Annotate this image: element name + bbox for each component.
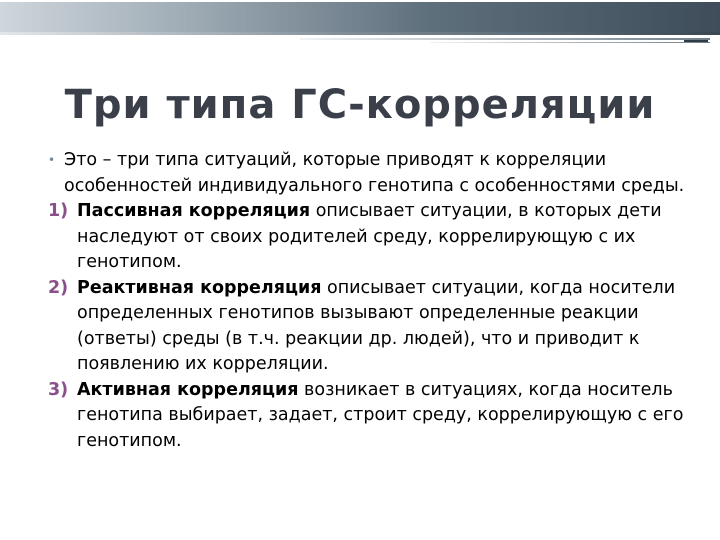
item-number: 2) xyxy=(48,277,69,298)
slide-body xyxy=(48,148,698,454)
intro-text: Это – три типа ситуаций, которые приводят к корреляции особенностей индивидуального генотипа с особенностями среды. xyxy=(64,150,685,196)
list-item-reactive xyxy=(48,276,698,378)
header-gradient-bar xyxy=(0,2,720,32)
header-accent-line-thin xyxy=(430,42,710,43)
item-number: 3) xyxy=(48,379,69,400)
header-underline xyxy=(0,32,720,35)
header-accent-line xyxy=(300,38,710,40)
decorative-header-band xyxy=(0,0,720,34)
item-text: описывает ситуации, когда носители определенных генотипов вызывают определенные реакции (ответы) среды (в т.ч. реакции др. людей), что и приводит к появлению их корреляции. xyxy=(77,277,676,374)
list-item-active xyxy=(48,378,698,455)
item-term: Активная корреляция xyxy=(77,379,299,400)
intro-bullet xyxy=(48,148,698,199)
item-term: Реактивная корреляция xyxy=(77,277,322,298)
header-corner-mark xyxy=(684,40,708,42)
slide-title: Три типа ГС-корреляции xyxy=(64,82,656,128)
item-text: описывает ситуации, в которых дети наследуют от своих родителей среду, коррелирующую с их генотипом. xyxy=(77,201,662,272)
item-text: возникает в ситуациях, когда носитель генотипа выбирает, задает, строит среду, коррелирующую с его генотипом. xyxy=(77,379,684,451)
item-number: 1) xyxy=(48,201,69,221)
bullet-dot-icon: • xyxy=(48,153,56,167)
list-item-passive xyxy=(48,199,698,276)
item-term: Пассивная корреляция xyxy=(77,201,311,221)
